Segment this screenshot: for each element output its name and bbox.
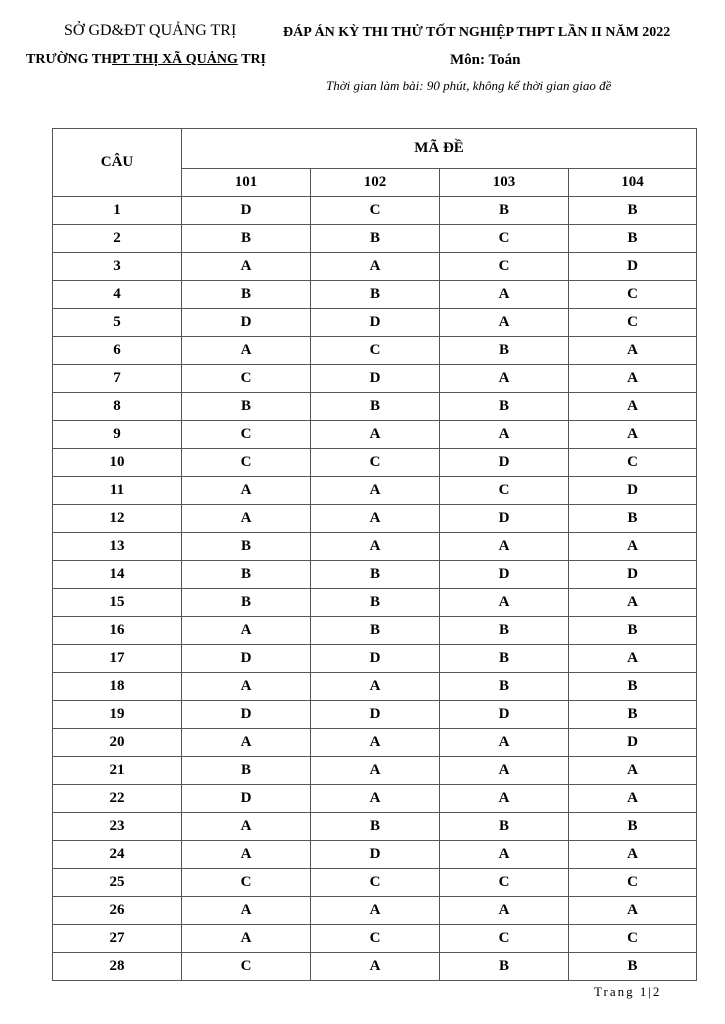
answer-cell: B xyxy=(440,337,569,365)
duration-note: Thời gian làm bài: 90 phút, không kể thời gian giao đề xyxy=(326,78,612,93)
table-row xyxy=(53,337,697,365)
answer-cell: D xyxy=(440,561,569,589)
exam-code-header: MÃ ĐỀ xyxy=(182,129,697,169)
table-row xyxy=(53,673,697,701)
answer-cell: A xyxy=(182,729,311,757)
question-number: 9 xyxy=(53,421,182,449)
answer-cell: B xyxy=(440,617,569,645)
answer-cell: D xyxy=(311,841,440,869)
answer-cell: A xyxy=(311,785,440,813)
answer-cell: B xyxy=(440,645,569,673)
answer-cell: A xyxy=(311,729,440,757)
page-number: Trang 1|2 xyxy=(594,984,662,999)
table-row xyxy=(53,729,697,757)
answer-cell: B xyxy=(311,393,440,421)
question-number: 4 xyxy=(53,281,182,309)
answer-cell: C xyxy=(311,197,440,225)
table-row xyxy=(53,365,697,393)
table-row xyxy=(53,785,697,813)
answer-cell: A xyxy=(182,505,311,533)
answer-cell: D xyxy=(440,505,569,533)
table-row xyxy=(53,309,697,337)
answer-cell: A xyxy=(311,253,440,281)
answer-cell: C xyxy=(569,869,697,897)
answer-cell: D xyxy=(182,785,311,813)
table-row xyxy=(53,449,697,477)
answer-cell: D xyxy=(182,701,311,729)
answer-cell: A xyxy=(569,757,697,785)
answer-cell: D xyxy=(569,477,697,505)
question-number: 17 xyxy=(53,645,182,673)
answer-cell: A xyxy=(569,645,697,673)
question-number: 7 xyxy=(53,365,182,393)
answer-cell: C xyxy=(182,421,311,449)
question-number: 3 xyxy=(53,253,182,281)
question-number: 11 xyxy=(53,477,182,505)
question-number: 13 xyxy=(53,533,182,561)
question-number: 1 xyxy=(53,197,182,225)
answer-cell: D xyxy=(440,701,569,729)
answer-cell: A xyxy=(182,673,311,701)
answer-cell: D xyxy=(569,561,697,589)
answer-cell: A xyxy=(311,673,440,701)
question-number: 22 xyxy=(53,785,182,813)
answer-cell: B xyxy=(569,953,697,981)
answer-cell: D xyxy=(311,701,440,729)
table-row xyxy=(53,505,697,533)
answer-cell: A xyxy=(440,785,569,813)
answer-cell: C xyxy=(311,925,440,953)
answer-cell: C xyxy=(569,449,697,477)
answer-rows xyxy=(53,197,697,981)
answer-cell: B xyxy=(440,673,569,701)
table-row xyxy=(53,533,697,561)
answer-cell: B xyxy=(569,673,697,701)
table-row xyxy=(53,197,697,225)
answer-cell: A xyxy=(182,617,311,645)
answer-cell: A xyxy=(440,589,569,617)
answer-cell: A xyxy=(440,897,569,925)
school-name-suffix: TRỊ xyxy=(237,52,267,67)
answer-cell: B xyxy=(311,813,440,841)
table-row xyxy=(53,225,697,253)
answer-cell: B xyxy=(182,225,311,253)
answer-cell: B xyxy=(440,813,569,841)
question-number: 8 xyxy=(53,393,182,421)
answer-cell: D xyxy=(311,309,440,337)
table-row xyxy=(53,757,697,785)
table-row xyxy=(53,589,697,617)
question-number: 26 xyxy=(53,897,182,925)
question-number: 16 xyxy=(53,617,182,645)
answer-cell: A xyxy=(440,757,569,785)
question-number: 28 xyxy=(53,953,182,981)
subject-label: Môn: Toán xyxy=(450,52,521,68)
answer-cell: D xyxy=(182,645,311,673)
answer-cell: C xyxy=(569,925,697,953)
answer-cell: C xyxy=(440,253,569,281)
answer-cell: A xyxy=(569,589,697,617)
table-row xyxy=(53,253,697,281)
answer-cell: C xyxy=(182,953,311,981)
question-number: 14 xyxy=(53,561,182,589)
table-row xyxy=(53,925,697,953)
table-row xyxy=(53,617,697,645)
answer-cell: B xyxy=(569,813,697,841)
answer-cell: B xyxy=(569,617,697,645)
answer-cell: B xyxy=(182,589,311,617)
exam-code-104: 104 xyxy=(569,169,697,197)
answer-cell: A xyxy=(311,757,440,785)
answer-cell: A xyxy=(440,729,569,757)
answer-cell: C xyxy=(440,925,569,953)
exam-code-101: 101 xyxy=(182,169,311,197)
answer-cell: B xyxy=(182,561,311,589)
school-name-prefix: TRƯỜNG TH xyxy=(26,52,112,67)
answer-cell: D xyxy=(569,729,697,757)
answer-cell: A xyxy=(569,393,697,421)
answer-cell: D xyxy=(440,449,569,477)
question-number: 18 xyxy=(53,673,182,701)
answer-cell: A xyxy=(182,813,311,841)
department-name: SỞ GD&ĐT QUẢNG TRỊ xyxy=(64,22,237,39)
question-number: 27 xyxy=(53,925,182,953)
answer-cell: C xyxy=(569,281,697,309)
school-name-underlined: PT THỊ XÃ QUẢNG xyxy=(111,52,238,67)
document-title: ĐÁP ÁN KỲ THI THỬ TỐT NGHIỆP THPT LẦN II NĂM 2022 xyxy=(283,25,671,40)
table-row xyxy=(53,561,697,589)
answer-cell: B xyxy=(311,225,440,253)
answer-cell: D xyxy=(311,365,440,393)
answer-cell: B xyxy=(311,281,440,309)
answer-cell: A xyxy=(569,785,697,813)
answer-cell: A xyxy=(182,897,311,925)
answer-cell: A xyxy=(569,897,697,925)
question-number: 20 xyxy=(53,729,182,757)
table-row xyxy=(53,813,697,841)
answer-cell: A xyxy=(440,309,569,337)
question-number: 24 xyxy=(53,841,182,869)
table-row xyxy=(53,953,697,981)
answer-cell: C xyxy=(182,449,311,477)
answer-cell: A xyxy=(182,253,311,281)
table-row xyxy=(53,645,697,673)
answer-cell: B xyxy=(569,701,697,729)
answer-cell: A xyxy=(440,281,569,309)
table-row xyxy=(53,701,697,729)
answer-cell: C xyxy=(440,869,569,897)
question-number: 6 xyxy=(53,337,182,365)
answer-cell: B xyxy=(182,281,311,309)
answer-cell: A xyxy=(440,365,569,393)
answer-cell: A xyxy=(440,533,569,561)
answer-cell: D xyxy=(182,309,311,337)
table-row xyxy=(53,477,697,505)
question-number: 12 xyxy=(53,505,182,533)
answer-cell: A xyxy=(311,505,440,533)
answer-cell: C xyxy=(311,449,440,477)
question-number: 23 xyxy=(53,813,182,841)
exam-code-103: 103 xyxy=(440,169,569,197)
answer-cell: A xyxy=(569,365,697,393)
answer-cell: A xyxy=(569,337,697,365)
question-number: 21 xyxy=(53,757,182,785)
answer-cell: A xyxy=(182,477,311,505)
answer-cell: D xyxy=(311,645,440,673)
table-row xyxy=(53,393,697,421)
question-number: 10 xyxy=(53,449,182,477)
answer-cell: C xyxy=(182,869,311,897)
answer-cell: A xyxy=(311,533,440,561)
answer-cell: C xyxy=(440,225,569,253)
answer-cell: B xyxy=(440,953,569,981)
exam-code-102: 102 xyxy=(311,169,440,197)
answer-cell: B xyxy=(440,393,569,421)
table-row xyxy=(53,841,697,869)
answer-cell: A xyxy=(311,897,440,925)
question-number: 5 xyxy=(53,309,182,337)
answer-cell: A xyxy=(182,337,311,365)
answer-cell: B xyxy=(311,617,440,645)
table-row xyxy=(53,897,697,925)
answer-cell: B xyxy=(569,197,697,225)
answer-cell: A xyxy=(311,477,440,505)
table-row xyxy=(53,421,697,449)
question-number: 2 xyxy=(53,225,182,253)
table-row xyxy=(53,869,697,897)
answer-cell: A xyxy=(182,841,311,869)
answer-cell: C xyxy=(182,365,311,393)
question-column-header: CÂU xyxy=(53,129,182,197)
answer-cell: B xyxy=(440,197,569,225)
answer-cell: A xyxy=(440,841,569,869)
answer-cell: C xyxy=(569,309,697,337)
answer-cell: C xyxy=(311,337,440,365)
answer-cell: A xyxy=(569,841,697,869)
answer-cell: B xyxy=(569,225,697,253)
answer-cell: A xyxy=(311,953,440,981)
answer-key-table xyxy=(52,128,697,981)
answer-cell: C xyxy=(440,477,569,505)
school-name xyxy=(26,52,266,68)
answer-cell: B xyxy=(311,561,440,589)
answer-cell: D xyxy=(182,197,311,225)
answer-cell: C xyxy=(311,869,440,897)
answer-cell: B xyxy=(182,533,311,561)
answer-cell: A xyxy=(182,925,311,953)
answer-cell: A xyxy=(569,533,697,561)
answer-cell: A xyxy=(569,421,697,449)
answer-cell: D xyxy=(569,253,697,281)
answer-cell: B xyxy=(311,589,440,617)
answer-cell: A xyxy=(440,421,569,449)
answer-cell: B xyxy=(182,393,311,421)
table-row xyxy=(53,281,697,309)
question-number: 25 xyxy=(53,869,182,897)
question-number: 19 xyxy=(53,701,182,729)
answer-cell: B xyxy=(182,757,311,785)
answer-cell: A xyxy=(311,421,440,449)
answer-cell: B xyxy=(569,505,697,533)
question-number: 15 xyxy=(53,589,182,617)
